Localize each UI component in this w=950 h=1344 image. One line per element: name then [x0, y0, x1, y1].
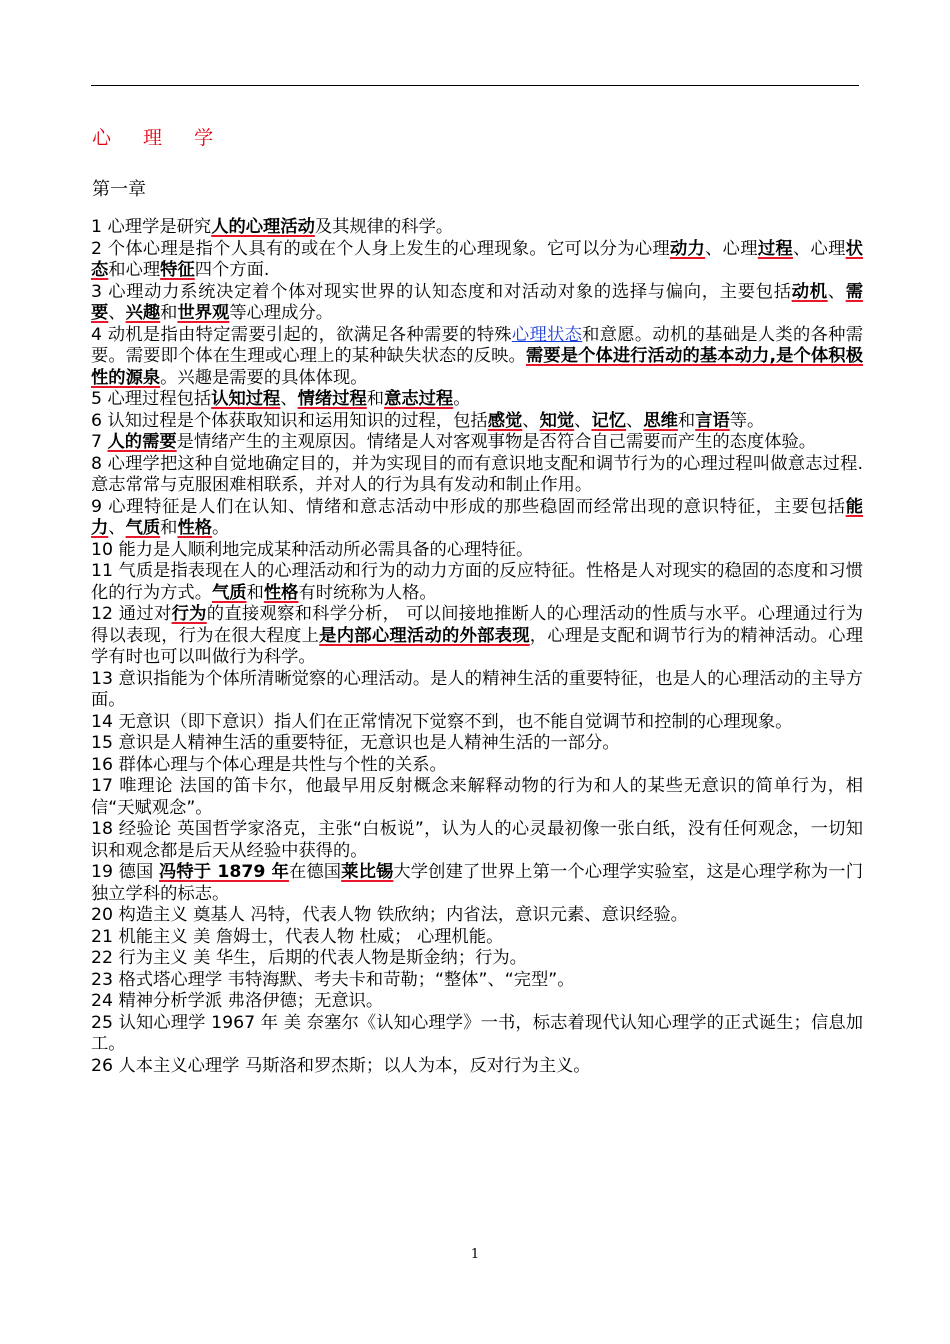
emphasis-term: 需要是个体进行活动的基本动力,是个体积极性的源泉: [91, 346, 863, 388]
paragraph-text: 19 德国: [91, 862, 160, 882]
paragraph-text: 5 心理过程包括: [91, 389, 212, 409]
paragraph-text: 等。: [729, 410, 765, 431]
paragraph-text: 。: [453, 389, 471, 409]
paragraph-text: 和意愿。动机的基础是人类的各种需要。需要即个体在生理或心理上的某种缺失状态的反映。: [91, 324, 863, 366]
paragraph-19: [91, 862, 863, 905]
paragraph-12: [91, 604, 863, 669]
paragraph-24: [91, 991, 863, 1013]
paragraph-text: 8 心理学把这种自觉地确定目的，并为实现目的而有意识地支配和调节行为的心理过程叫做意志过程. 意志常常与克服困难相联系，并对人的行为具有发动和制止作用。: [91, 453, 863, 495]
paragraph-text: 、心理: [705, 238, 758, 259]
paragraph-text: 23 格式塔心理学 韦特海默、考夫卡和苛勒；“整体”、“完型”。: [91, 969, 575, 990]
emphasis-term: 状态: [91, 238, 863, 280]
emphasis-term: 过程: [757, 238, 793, 259]
paragraph-text: 20 构造主义 奠基人 冯特，代表人物 铁欣纳；内省法，意识元素、意识经验。: [91, 905, 688, 925]
paragraph-text: 和: [366, 389, 385, 409]
paragraph-1: [91, 217, 863, 239]
paragraph-text: 2 个体心理是指个人具有的或在个人身上发生的心理现象。它可以分为心理: [91, 238, 670, 259]
paragraph-23: [91, 970, 863, 992]
paragraph-text: 3 心理动力系统决定着个体对现实世界的认知态度和对活动对象的选择与偏向，主要包括: [91, 281, 792, 302]
emphasis-term: 情绪过程: [297, 389, 367, 409]
paragraph-text: 18 经验论 英国哲学家洛克，主张“白板说”，认为人的心灵最初像一张白纸，没有任何观念，一切知识和观念都是后天从经验中获得的。: [91, 819, 863, 861]
paragraph-text: 、: [827, 281, 846, 302]
paragraph-text: 、心理: [792, 238, 846, 259]
paragraph-text: 有时统称为人格。: [298, 582, 437, 603]
paragraph-text: 10 能力是人顺利地完成某种活动所必需具备的心理特征。: [91, 539, 534, 560]
emphasis-term: 意志过程: [384, 389, 454, 409]
paragraph-text: 22 行为主义 美 华生，后期的代表人物是斯金纳；行为。: [91, 948, 527, 968]
emphasis-term: 特征: [160, 260, 195, 280]
emphasis-term: 记忆: [591, 410, 627, 431]
paragraph-text: 、: [626, 410, 644, 431]
paragraph-text: 1 心理学是研究: [91, 217, 212, 237]
emphasis-term: 是内部心理活动的外部表现: [319, 625, 530, 646]
paragraph-13: [91, 669, 863, 712]
emphasis-term: 思维: [643, 410, 678, 431]
paragraph-text: 26 人本主义心理学 马斯洛和罗杰斯；以人为本，反对行为主义。: [91, 1055, 591, 1076]
emphasis-term: 动力: [669, 238, 706, 259]
paragraph-text: 和: [160, 518, 178, 538]
paragraph-text: 25 认知心理学 1967 年 美 奈塞尔《认知心理学》一书，标志着现代认知心理学的正式诞生；信息加工。: [91, 1012, 863, 1054]
paragraph-text: 。: [212, 518, 230, 538]
paragraph-text: 等心理成分。: [229, 303, 334, 323]
paragraph-text: 11 气质是指表现在人的心理活动和行为的动力方面的反应特征。性格是人对现实的稳固的态度和习惯化的行为方式。: [91, 561, 863, 603]
inline-link[interactable]: 心理状态: [511, 324, 583, 345]
paragraph-text: 17 唯理论 法国的笛卡尔，他最早用反射概念来解释动物的行为和人的某些无意识的简单行为，相信“天赋观念”。: [91, 776, 863, 818]
paragraph-2: [91, 239, 863, 282]
paragraph-text: 和: [677, 410, 696, 431]
paragraph-text: 及其规律的科学。: [314, 217, 454, 237]
paragraph-25: [91, 1013, 863, 1056]
paragraph-text: 12 通过对: [91, 604, 172, 624]
paragraph-26: [91, 1056, 863, 1078]
emphasis-term: 性格: [177, 518, 213, 538]
paragraph-text: 、: [108, 303, 126, 323]
paragraph-text: 16 群体心理与个体心理是共性与个性的关系。: [91, 754, 447, 775]
paragraph-text: 、: [574, 410, 592, 431]
emphasis-term: 性格: [263, 582, 299, 603]
paragraph-21: [91, 927, 863, 949]
chapter-heading: 第一章: [92, 179, 146, 200]
header-rule: [91, 85, 859, 86]
emphasis-term: 认知过程: [211, 389, 281, 409]
paragraph-14: [91, 712, 863, 734]
paragraph-16: [91, 755, 863, 777]
paragraph-3: [91, 282, 863, 325]
emphasis-term: 动机: [791, 281, 828, 302]
emphasis-term: 人的需要: [107, 432, 177, 452]
paragraph-text: 是情绪产生的主观原因。情绪是人对客观事物是否符合自己需要而产生的态度体验。: [176, 432, 817, 452]
paragraph-text: ，心理是支配和调节行为的精神活动。心理学有时也可以叫做行为科学。: [91, 625, 863, 667]
paragraph-22: [91, 948, 863, 970]
emphasis-term: 世界观: [177, 303, 230, 323]
page-number: 1: [470, 1247, 480, 1262]
paragraph-text: 24 精神分析学派 弗洛伊德；无意识。: [91, 991, 384, 1011]
paragraph-text: 、: [522, 410, 540, 431]
paragraph-text: 4 动机是指由特定需要引起的，欲满足各种需要的特殊: [91, 324, 512, 345]
paragraph-17: [91, 776, 863, 819]
paragraph-text: 的直接观察和科学分析， 可以间接地推断人的心理活动的性质与水平。心理通过行为得以表现，行为在很大程度上: [91, 604, 863, 646]
paragraph-text: 、: [280, 389, 298, 409]
paragraph-6: [91, 411, 863, 433]
emphasis-term: 能力: [91, 496, 863, 538]
document-title: 心 理 学: [92, 127, 227, 149]
emphasis-term: 言语: [695, 410, 730, 431]
paragraph-text: 和: [160, 303, 178, 323]
emphasis-term: 气质: [125, 518, 161, 538]
document-body: [91, 217, 863, 1077]
emphasis-term: 人的心理活动: [211, 217, 315, 237]
paragraph-text: 14 无意识（即下意识）指人们在正常情况下觉察不到，也不能自觉调节和控制的心理现象。: [91, 711, 793, 732]
paragraph-9: [91, 497, 863, 540]
emphasis-term: 行为: [171, 604, 207, 624]
paragraph-text: 21 机能主义 美 詹姆士，代表人物 杜威； 心理机能。: [91, 926, 504, 947]
emphasis-term: 气质: [211, 582, 247, 603]
emphasis-term: 冯特于 1879 年: [159, 862, 289, 882]
paragraph-4: [91, 325, 863, 390]
paragraph-11: [91, 561, 863, 604]
paragraph-5: [91, 389, 863, 411]
emphasis-term: 感觉: [487, 410, 523, 431]
paragraph-text: 、: [108, 518, 126, 538]
emphasis-term: 知觉: [539, 410, 575, 431]
paragraph-text: 7: [91, 432, 108, 452]
emphasis-term: 兴趣: [125, 303, 161, 323]
paragraph-text: 9 心理特征是人们在认知、情绪和意志活动中形成的那些稳固而经常出现的意识特征，主要包括: [91, 496, 846, 517]
paragraph-text: 6 认知过程是个体获取知识和运用知识的过程，包括: [91, 410, 488, 431]
paragraph-text: 15 意识是人精神生活的重要特征，无意识也是人精神生活的一部分。: [91, 733, 620, 753]
paragraph-text: 大学创建了世界上第一个心理学实验室，这是心理学称为一门独立学科的标志。: [91, 862, 863, 904]
paragraph-20: [91, 905, 863, 927]
paragraph-18: [91, 819, 863, 862]
paragraph-10: [91, 540, 863, 562]
emphasis-term: 莱比锡: [341, 862, 394, 882]
paragraph-text: 在德国: [288, 862, 342, 882]
paragraph-text: 四个方面.: [194, 260, 270, 280]
paragraph-text: 。兴趣是需要的具体体现。: [160, 367, 368, 388]
paragraph-text: 和心理: [108, 260, 161, 280]
paragraph-8: [91, 454, 863, 497]
paragraph-15: [91, 733, 863, 755]
emphasis-term: 需要: [91, 281, 863, 323]
paragraph-text: 和: [246, 582, 264, 603]
paragraph-7: [91, 432, 863, 454]
paragraph-text: 13 意识指能为个体所清晰觉察的心理活动。是人的精神生活的重要特征，也是人的心理活动的主导方面。: [91, 668, 863, 710]
